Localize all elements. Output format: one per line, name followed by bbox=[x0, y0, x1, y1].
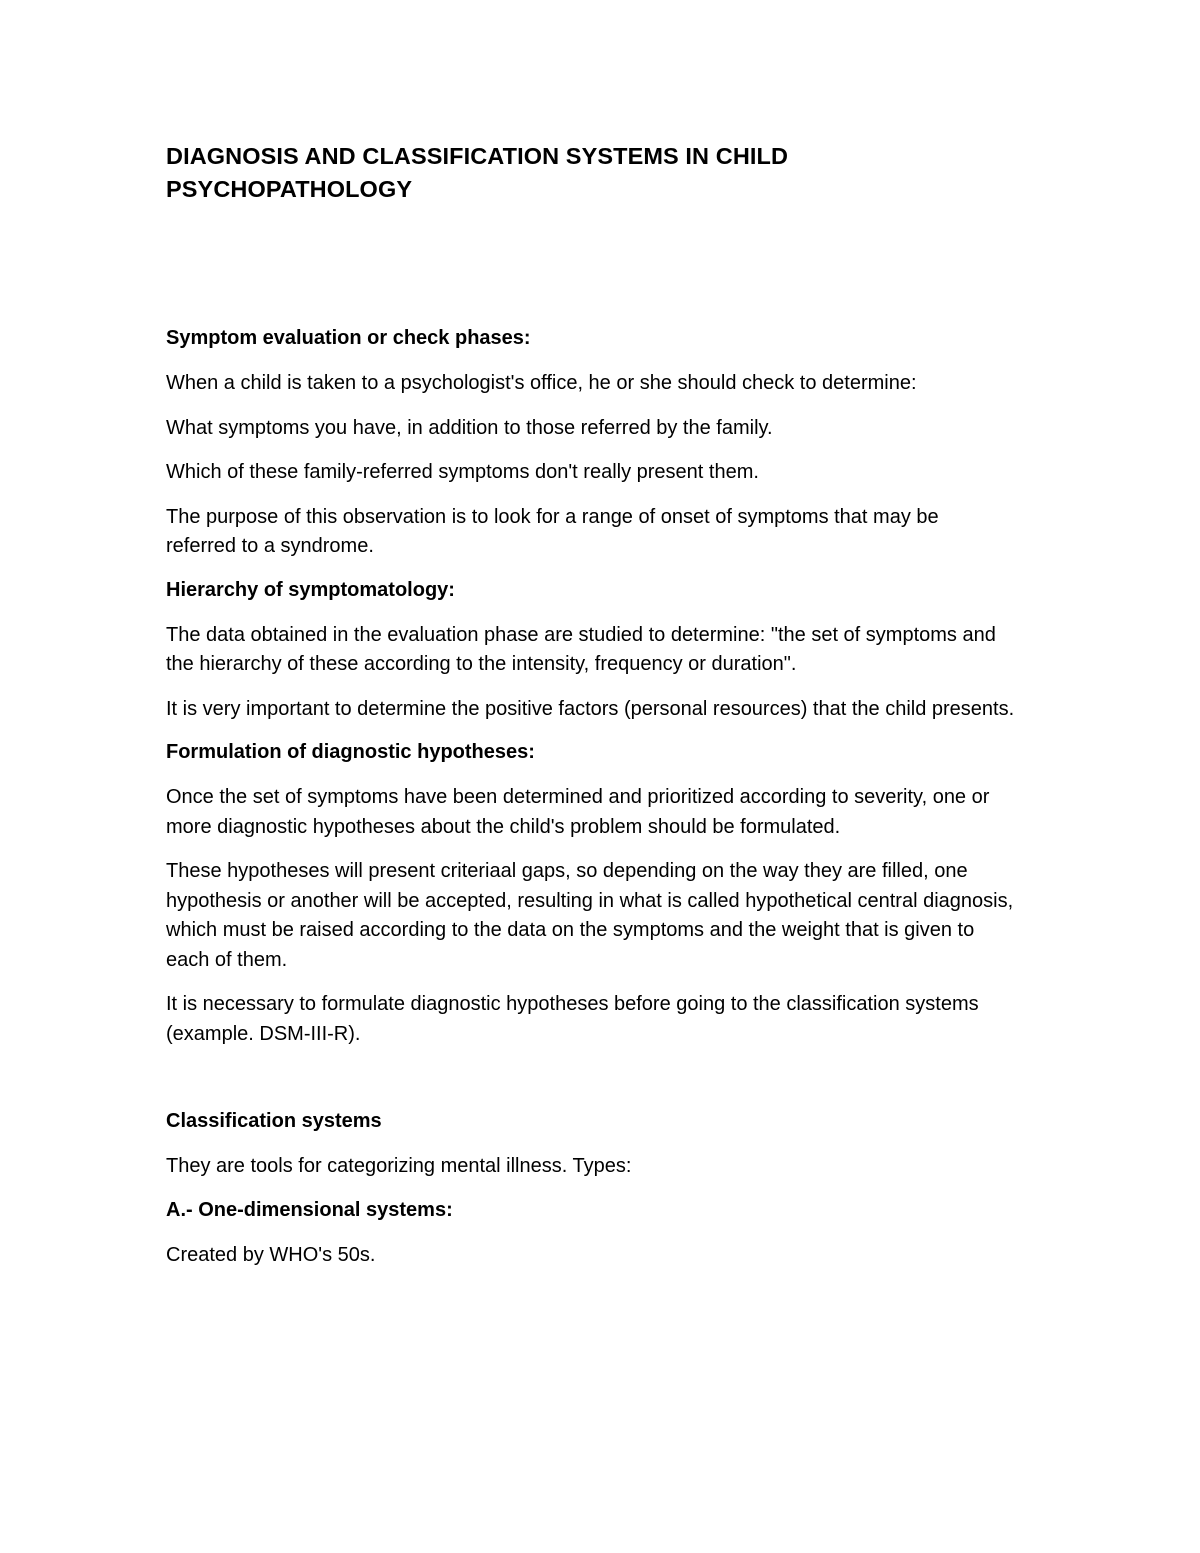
paragraph: Once the set of symptoms have been determined and prioritized according to severity, one or more diagnostic hypotheses about the child's problem should be formulated. bbox=[166, 786, 990, 838]
paragraph: These hypotheses will present criteriaal gaps, so depending on the way they are filled, one hypothesis or another will be accepted, resulting in what is called hypothetical central diagnosis, which must be raised according to the data on the symptoms and the weight that is given to each of them. bbox=[166, 860, 1014, 971]
paragraph: The purpose of this observation is to look for a range of onset of symptoms that may be referred to a syndrome. bbox=[166, 505, 939, 557]
section-heading-hypotheses: Formulation of diagnostic hypotheses: bbox=[166, 741, 535, 763]
section-heading-symptom-evaluation: Symptom evaluation or check phases: bbox=[166, 327, 531, 349]
paragraph: Created by WHO's 50s. bbox=[166, 1243, 376, 1266]
paragraph: They are tools for categorizing mental illness. Types: bbox=[166, 1155, 632, 1177]
section-heading-classification: Classification systems bbox=[166, 1110, 382, 1132]
paragraph: When a child is taken to a psychologist's office, he or she should check to determine: bbox=[166, 372, 917, 394]
paragraph: The data obtained in the evaluation phase are studied to determine: "the set of symptoms and the hierarchy of these according to the intensity, frequency or duration". bbox=[166, 623, 996, 675]
section-heading-hierarchy: Hierarchy of symptomatology: bbox=[166, 578, 455, 601]
paragraph: What symptoms you have, in addition to those referred by the family. bbox=[166, 416, 773, 439]
document-title: DIAGNOSIS AND CLASSIFICATION SYSTEMS IN CHILD PSYCHOPATHOLOGY bbox=[166, 143, 789, 202]
paragraph: It is very important to determine the positive factors (personal resources) that the child presents. bbox=[166, 697, 1015, 720]
paragraph: Which of these family-referred symptoms don't really present them. bbox=[166, 461, 759, 483]
paragraph: It is necessary to formulate diagnostic hypotheses before going to the classification systems (example. DSM-III-R). bbox=[166, 993, 979, 1045]
section-heading-one-dimensional: A.- One-dimensional systems: bbox=[166, 1198, 453, 1221]
document-body bbox=[166, 140, 1046, 1270]
